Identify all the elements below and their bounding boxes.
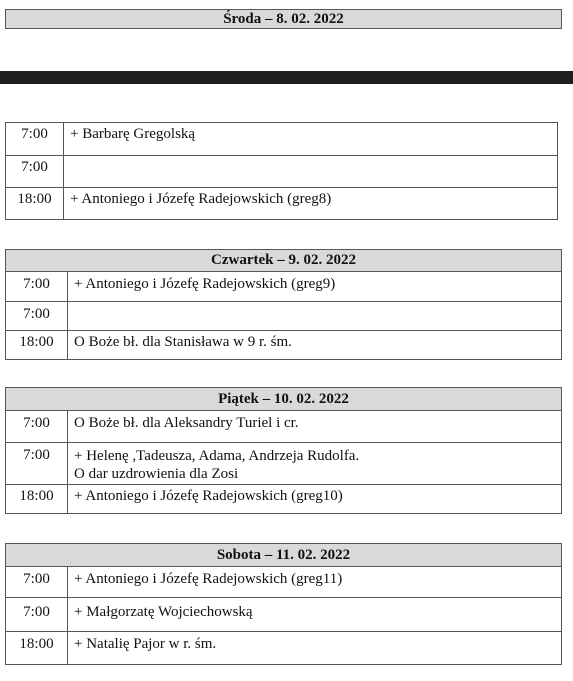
- table-row: [6, 632, 562, 665]
- intention-line: O dar uzdrowienia dla Zosi: [74, 466, 239, 482]
- day-header-saturday: [5, 543, 562, 567]
- table-row: [6, 156, 558, 188]
- mass-time: 7:00: [6, 567, 68, 598]
- mass-time: 7:00: [6, 123, 64, 156]
- mass-time: 18:00: [6, 331, 68, 360]
- schedule-table-saturday: [5, 566, 562, 665]
- day-title: Czwartek – 9. 02. 2022: [211, 252, 356, 268]
- mass-time: 7:00: [6, 272, 68, 302]
- mass-intention: [68, 443, 562, 485]
- mass-time: 7:00: [6, 443, 68, 485]
- mass-intention: [68, 302, 562, 331]
- day-title: Środa – 8. 02. 2022: [223, 11, 344, 27]
- table-row: [6, 302, 562, 331]
- schedule-table-wednesday: [5, 122, 558, 220]
- table-row: [6, 331, 562, 360]
- mass-intention: O Boże bł. dla Aleksandry Turiel i cr.: [68, 411, 562, 443]
- mass-time: 7:00: [6, 598, 68, 632]
- mass-time: 18:00: [6, 632, 68, 665]
- table-row: [6, 272, 562, 302]
- day-header-thursday: [5, 249, 562, 272]
- table-row: [6, 598, 562, 632]
- mass-intention: + Barbarę Gregolską: [64, 123, 558, 156]
- mass-intention: [64, 156, 558, 188]
- mass-time: 7:00: [6, 302, 68, 331]
- schedule-table-friday: [5, 410, 562, 514]
- day-header-friday: [5, 387, 562, 411]
- table-row: [6, 443, 562, 485]
- day-header-wednesday: [5, 9, 562, 29]
- mass-time: 18:00: [6, 188, 64, 220]
- mass-time: 7:00: [6, 411, 68, 443]
- separator-bar: [0, 71, 573, 84]
- table-row: [6, 123, 558, 156]
- mass-time: 18:00: [6, 485, 68, 514]
- mass-intention: + Antoniego i Józefę Radejowskich (greg8): [64, 188, 558, 220]
- mass-intention: + Antoniego i Józefę Radejowskich (greg9): [68, 272, 562, 302]
- mass-time: 7:00: [6, 156, 64, 188]
- schedule-table-thursday: [5, 271, 562, 360]
- table-row: [6, 188, 558, 220]
- mass-intention: O Boże bł. dla Stanisława w 9 r. śm.: [68, 331, 562, 360]
- mass-intention: + Antoniego i Józefę Radejowskich (greg11): [68, 567, 562, 598]
- mass-intention: + Natalię Pajor w r. śm.: [68, 632, 562, 665]
- day-title: Piątek – 10. 02. 2022: [218, 391, 349, 407]
- table-row: [6, 411, 562, 443]
- table-row: [6, 567, 562, 598]
- table-row: [6, 485, 562, 514]
- day-title: Sobota – 11. 02. 2022: [216, 547, 351, 563]
- mass-intention: + Antoniego i Józefę Radejowskich (greg10): [68, 485, 562, 514]
- mass-intention: + Małgorzatę Wojciechowską: [68, 598, 562, 632]
- intention-line: + Helenę ,Tadeusza, Adama, Andrzeja Rudolfa.: [74, 448, 360, 464]
